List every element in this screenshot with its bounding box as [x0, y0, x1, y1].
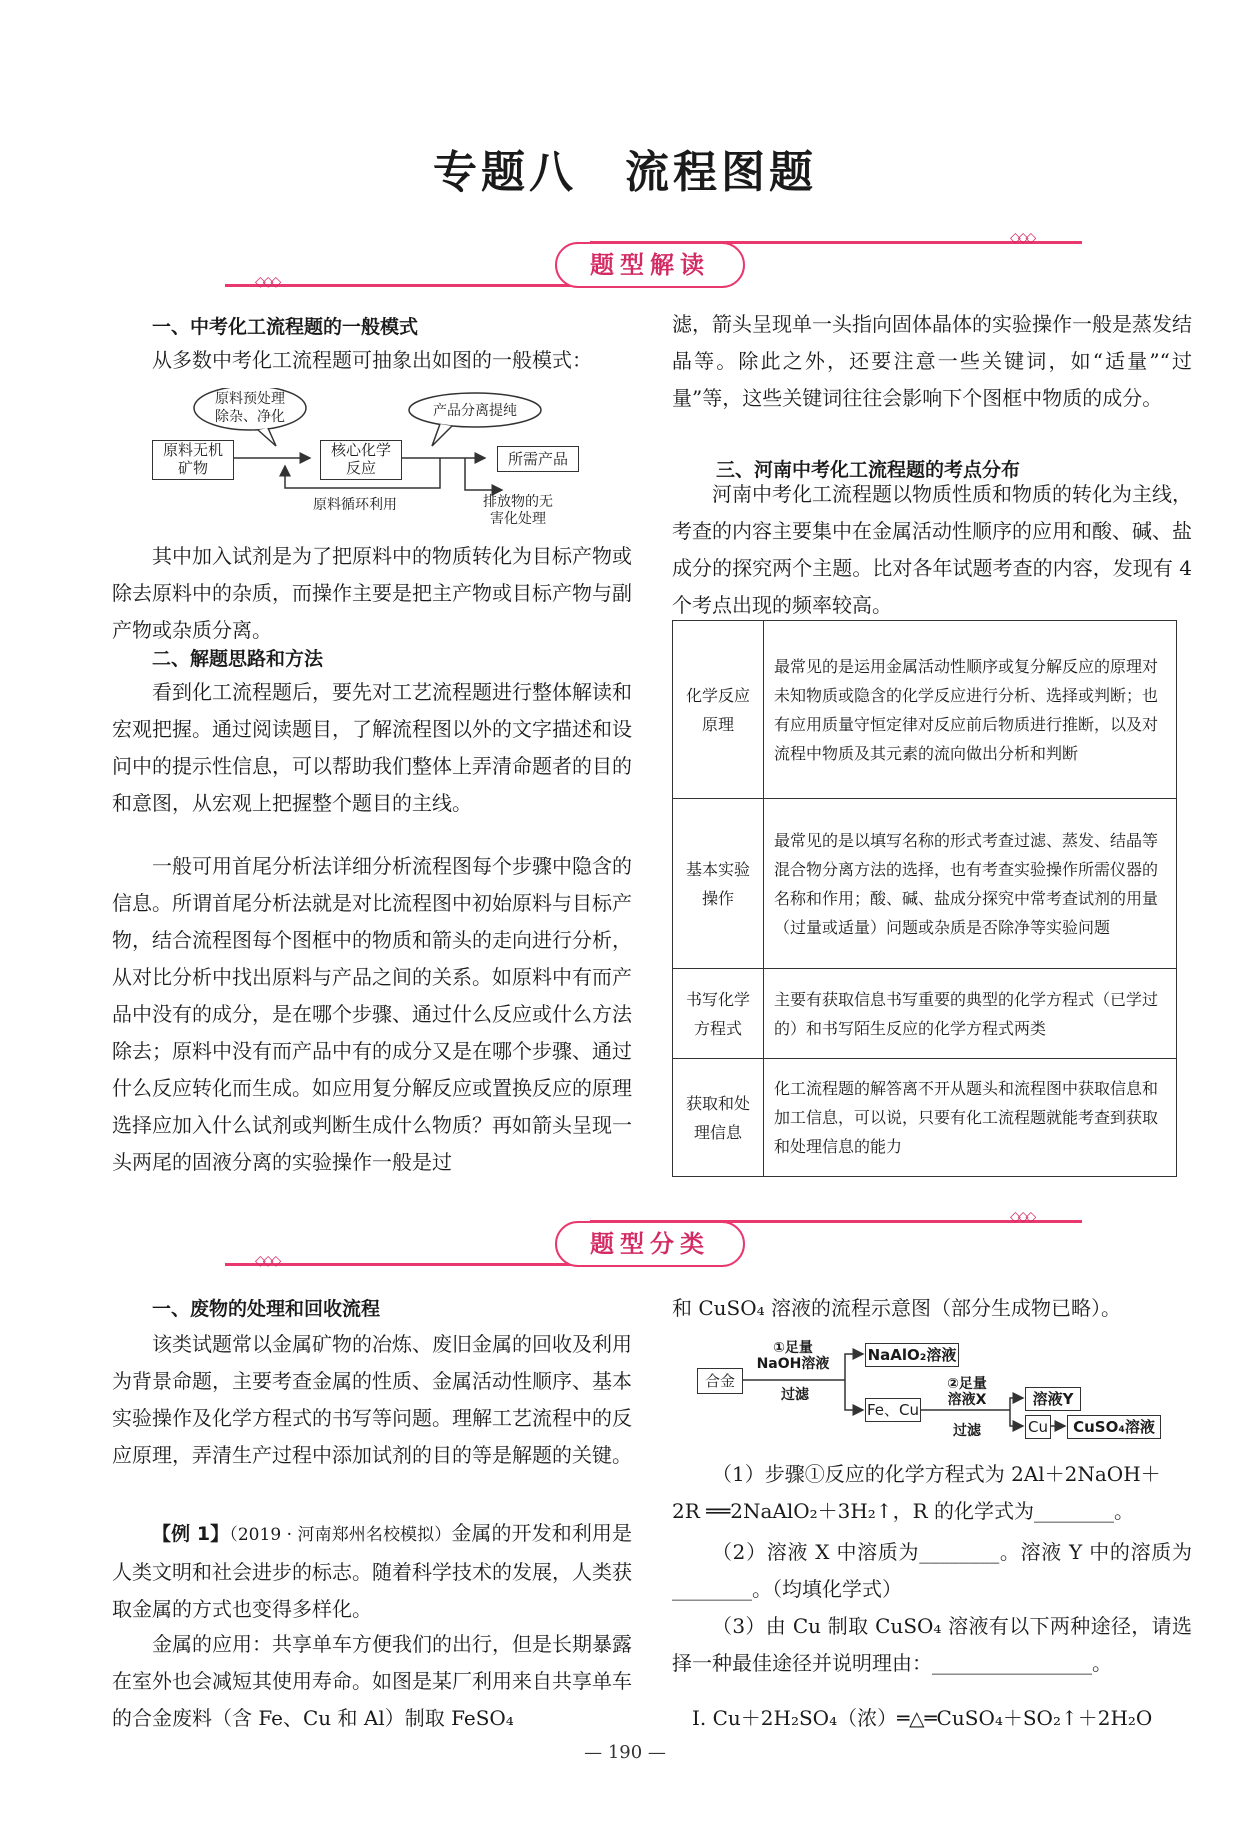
example-label: 【例 1】 — [152, 1523, 230, 1545]
flow-step1: ①足量 NaOH溶液 — [756, 1340, 830, 1372]
table-cell-value: 化工流程题的解答离不开从题头和流程图中获取信息和加工信息，可以说，只要有化工流程题就能考查到获取和处理信息的能力 — [764, 1059, 1177, 1177]
page-number: — 190 — — [584, 1742, 666, 1763]
table-cell-value: 主要有获取信息书写重要的典型的化学方程式（已学过的）和书写陌生反应的化学方程式两类 — [764, 969, 1177, 1059]
diamond-ornament-icon: ◇◇◇ — [1010, 1209, 1034, 1225]
table-row — [673, 1059, 1177, 1177]
flow-filter1: 过滤 — [781, 1387, 809, 1403]
flow-box-fecu: Fe、Cu — [865, 1398, 921, 1422]
paragraph-overview: 看到化工流程题后，要先对工艺流程题进行整体解读和宏观把握。通过阅读题目，了解流程图以外的文字描述和设问中的提示性信息，可以帮助我们整体上弄清命题者的目的和意图，从宏观上把握整个题目的主线。 — [112, 680, 632, 815]
test-points-table — [672, 620, 1177, 1177]
equation-route-1: Ⅰ. Cu＋2H₂SO₄（浓）═△═CuSO₄＋SO₂↑＋2H₂O — [692, 1706, 1153, 1730]
general-pattern-diagram — [140, 388, 620, 538]
diamond-ornament-icon: ◇◇◇ — [255, 1253, 279, 1269]
example-1 — [112, 1515, 632, 1628]
flow-box-alloy: 合金 — [697, 1368, 743, 1394]
question-3: （3）由 Cu 制取 CuSO₄ 溶液有以下两种途径，请选择一种最佳途径并说明理由：________________。 — [672, 1614, 1192, 1675]
label-waste-treatment: 排放物的无 害化处理 — [483, 494, 553, 527]
table-cell-value: 最常见的是以填写名称的形式考查过滤、蒸发、结晶等混合物分离方法的选择，也有考查实验操作所需仪器的名称和作用；酸、碱、盐成分探究中常考查试剂的用量（过量或适量）问题或杂质是否除净等实验问题 — [764, 799, 1177, 969]
flow-box-cuso4: CuSO₄溶液 — [1067, 1415, 1161, 1439]
flow-box-cu: Cu — [1025, 1415, 1051, 1439]
heading-waste-recycling: 一、废物的处理和回收流程 — [152, 1298, 381, 1320]
box-raw-mineral: 原料无机 矿物 — [152, 440, 234, 480]
diamond-ornament-icon: ◇◇◇ — [255, 274, 279, 290]
section-banner-classification: 题型分类 — [555, 1221, 745, 1267]
paragraph-continued: 滤，箭头呈现单一头指向固体晶体的实验操作一般是蒸发结晶等。除此之外，还要注意一些关键词，如“适量”“过量”等，这些关键词往往会影响下个图框中物质的成分。 — [672, 312, 1192, 410]
flow-filter2: 过滤 — [953, 1423, 981, 1439]
flow-box-solution-y: 溶液Y — [1025, 1387, 1081, 1411]
heading-henan-distribution: 三、河南中考化工流程题的考点分布 — [716, 459, 1021, 481]
table-cell-key: 书写化学方程式 — [673, 969, 764, 1059]
banner-line-lower — [225, 284, 600, 287]
heading-general-pattern: 一、中考化工流程题的一般模式 — [152, 316, 419, 338]
alloy-flow-chart — [695, 1338, 1175, 1450]
bubble-separation: 产品分离提纯 — [433, 403, 517, 419]
paragraph-henan: 河南中考化工流程题以物质性质和物质的转化为主线，考查的内容主要集中在金属活动性顺序的应用和酸、碱、盐成分的探究两个主题。比对各年试题考查的内容，发现有 4 个考点出现的频率较高。 — [672, 482, 1192, 617]
question-2: （2）溶液 X 中溶质为________。溶液 Y 中的溶质为________。（均填化学式） — [672, 1540, 1192, 1601]
flow-step2: ②足量 溶液X — [947, 1376, 987, 1408]
question-1b: 2R ══2NaAlO₂＋3H₂↑，R 的化学式为________。 — [672, 1499, 1134, 1523]
paragraph-intro: 从多数中考化工流程题可抽象出如图的一般模式： — [152, 348, 592, 372]
paragraph-waste: 该类试题常以金属矿物的冶炼、废旧金属的回收及利用为背景命题，主要考查金属的性质、金属活动性顺序、基本实验操作及化学方程式的书写等问题。理解工艺流程中的反应原理，弄清生产过程中添加试剂的目的等是解题的关键。 — [112, 1332, 632, 1467]
example-source: （2019 · 河南郑州名校模拟） — [229, 1525, 452, 1545]
paragraph-bike: 金属的应用：共享单车方便我们的出行，但是长期暴露在室外也会减短其使用寿命。如图是某厂利用来自共享单车的合金废料（含 Fe、Cu 和 Al）制取 FeSO₄ — [112, 1632, 632, 1730]
example-text: 金属的开发和利用是人类文明和社会进步的标志。随着科学技术的发展，人类获取金属的方式也变得多样化。 — [112, 1521, 633, 1621]
question-1a: （1）步骤①反应的化学方程式为 2Al＋2NaOH＋ — [712, 1462, 1161, 1486]
section-banner-interpretation: 题型解读 — [555, 242, 745, 288]
page-title: 专题八 流程图题 — [433, 147, 817, 198]
paragraph-flow-intro: 和 CuSO₄ 溶液的流程示意图（部分生成物已略）。 — [672, 1296, 1122, 1320]
table-cell-key: 化学反应原理 — [673, 621, 764, 799]
table-row — [673, 969, 1177, 1059]
table-cell-key: 获取和处理信息 — [673, 1059, 764, 1177]
paragraph-analysis: 一般可用首尾分析法详细分析流程图每个步骤中隐含的信息。所谓首尾分析法就是对比流程图中初始原料与目标产物，结合流程图每个图框中的物质和箭头的走向进行分析，从对比分析中找出原料与产品之间的关系。如原料中有而产品中没有的成分，是在哪个步骤、通过什么反应或什么方法除去；原料中没有而产品中有的成分又是在哪个步骤、通过什么反应转化而生成。如应用复分解反应或置换反应的原理选择应加入什么试剂或判断生成什么物质？再如箭头呈现一头两尾的固液分离的实验操作一般是过 — [112, 854, 632, 1174]
table-row — [673, 799, 1177, 969]
banner-line-lower — [225, 1263, 600, 1266]
box-target-product: 所需产品 — [497, 446, 579, 472]
table-cell-value: 最常见的是运用金属活动性顺序或复分解反应的原理对未知物质或隐含的化学反应进行分析、选择或判断；也有应用质量守恒定律对反应前后物质进行推断，以及对流程中物质及其元素的流向做出分析和判断 — [764, 621, 1177, 799]
label-recycle: 原料循环利用 — [313, 497, 397, 513]
diamond-ornament-icon: ◇◇◇ — [1010, 230, 1034, 246]
bubble-pretreatment: 原料预处理 除杂、净化 — [215, 391, 285, 425]
paragraph-reagents: 其中加入试剂是为了把原料中的物质转化为目标产物或除去原料中的杂质，而操作主要是把主产物或目标产物与副产物或杂质分离。 — [112, 544, 632, 642]
box-core-reaction: 核心化学 反应 — [320, 440, 402, 480]
heading-method: 二、解题思路和方法 — [152, 648, 324, 670]
table-row — [673, 621, 1177, 799]
flow-box-naalo2: NaAlO₂溶液 — [865, 1343, 959, 1367]
table-cell-key: 基本实验操作 — [673, 799, 764, 969]
